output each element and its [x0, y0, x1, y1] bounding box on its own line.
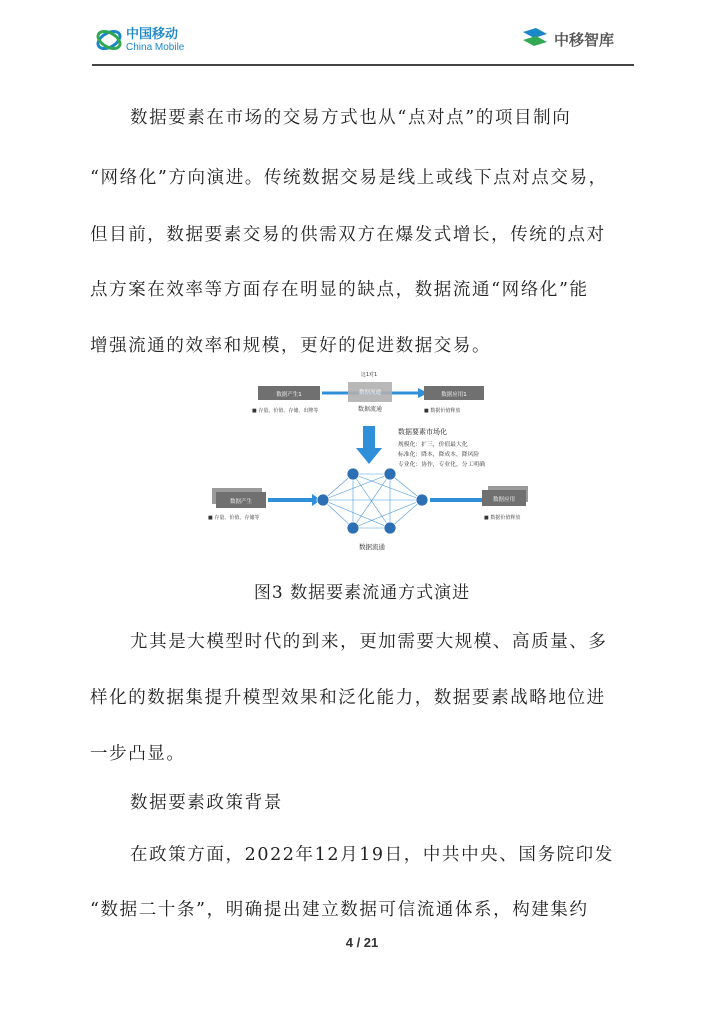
para1-line1: 数据要素在市场的交易方式也从“点对点”的项目制向 [130, 108, 572, 128]
fig-node-router-icon [317, 494, 329, 506]
fig-node-router-icon [384, 522, 396, 534]
fig-top-left-note: ■ 存量、价值、存储、出牌等 [252, 408, 319, 414]
fig-down-arrow-head [356, 448, 382, 464]
logo-en-text: China Mobile [126, 41, 185, 53]
fig-box-application-label: 数据应用 [492, 497, 516, 503]
page-header [0, 0, 724, 70]
para2-line3: 一步凸显。 [90, 744, 186, 764]
logo-cn-text: 中国移动 [126, 26, 179, 42]
fig-down-arrow-shaft [363, 426, 375, 448]
para1-line2: “网络化”方向演进。传统数据交易是线上或线下点对点交易， [90, 168, 608, 188]
fig-market-title: 数据要素市场化 [398, 428, 447, 436]
fig-market-line3: 专业化：协作，专业化，分工明确 [398, 462, 485, 468]
header-divider [92, 64, 634, 66]
fig-top-mid-label: 这1对1 [360, 372, 378, 378]
page-number: 4 / 21 [345, 935, 379, 950]
fig-node-router-icon [384, 468, 396, 480]
fig-network-nodes [317, 468, 428, 534]
fig-box-application-1-label: 数据应用1 [441, 392, 467, 398]
para3-line1: 在政策方面，2022年12月19日，中共中央、国务院印发 [130, 845, 614, 865]
fig-node-router-icon [347, 522, 359, 534]
fig-box-producer-label: 数据产生 [229, 499, 253, 505]
fig-box-producer-1-label: 数据产生1 [276, 392, 302, 398]
para3-line2: “数据二十条”，明确提出建立数据可信流通体系，构建集约 [90, 900, 589, 920]
para1-line5: 增强流通的效率和规模，更好的促进数据交易。 [90, 336, 492, 356]
fig-node-router-icon [416, 494, 428, 506]
china-mobile-logo [95, 26, 184, 54]
logo-right-text: 中移智库 [554, 30, 615, 49]
para1-line3: 但目前，数据要素交易的供需双方在爆发式增长，传统的点对 [90, 225, 606, 245]
section-heading: 数据要素政策背景 [130, 793, 283, 813]
fig-network-mesh [323, 474, 422, 528]
fig-top-right-note: ■ 数据价值释放 [424, 408, 461, 414]
figure-caption: 图3 数据要素流通方式演进 [253, 583, 471, 603]
fig-node-router-icon [347, 468, 359, 480]
cmcc-think-tank-logo [520, 26, 614, 52]
fig-top-mid-sub: 数据流通 [357, 406, 383, 413]
fig-market-line2: 标准化：降本，降成本，降风险 [398, 452, 480, 458]
fig-bottom-left-note: ■ 存量、价值、存储等 [208, 515, 260, 521]
para1-line4: 点方案在效率等方面存在明显的缺点，数据流通“网络化”能 [90, 280, 589, 300]
para2-line1: 尤其是大模型时代的到来，更加需要大规模、高质量、多 [130, 632, 608, 652]
think-tank-emblem-icon [520, 26, 550, 52]
fig-bottom-right-note: ■ 数据价值释放 [484, 515, 521, 521]
china-mobile-emblem-icon [95, 26, 123, 54]
fig-box-circulation-label: 数据流通 [358, 390, 382, 396]
para2-line2: 样化的数据集提升模型效果和泛化能力，数据要素战略地位进 [90, 688, 606, 708]
fig-network-label: 数据流通 [359, 543, 385, 551]
fig-market-line1: 规模化：扩三，价值最大化 [398, 442, 468, 448]
data-circulation-figure [200, 368, 535, 558]
